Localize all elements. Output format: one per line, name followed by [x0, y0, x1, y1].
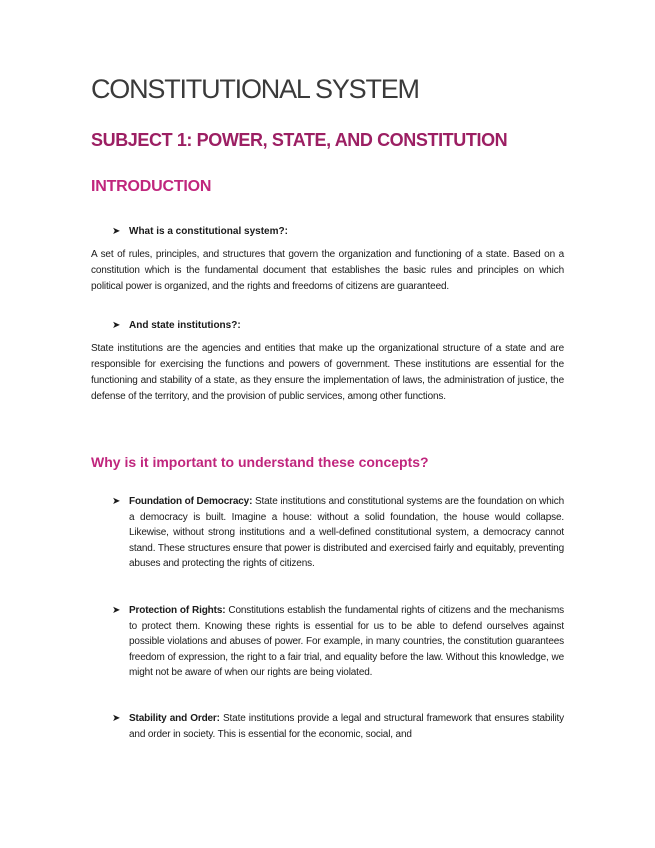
point-text: State institutions provide a legal and structural framework that ensures stability and order in society. This is essential for the economic, social, and	[129, 713, 564, 740]
arrow-bullet-icon: ➤	[112, 713, 121, 724]
question-state-institutions	[112, 320, 241, 331]
document-title: CONSTITUTIONAL SYSTEM	[91, 74, 419, 104]
arrow-bullet-icon: ➤	[112, 496, 121, 507]
answer-paragraph: State institutions are the agencies and entities that make up the organizational structure of a state and are responsible for exercising the functions and powers of government. These institutions are essential for the functioning and stability of a state, as they ensure the implementation of laws, the administration of justice, the defense of the territory, and the provision of public services, among other functions.	[91, 343, 564, 402]
arrow-bullet-icon: ➤	[112, 320, 121, 331]
point-term: Stability and Order:	[129, 713, 220, 724]
arrow-bullet-icon: ➤	[112, 605, 121, 616]
question-label: What is a constitutional system?:	[129, 226, 288, 237]
subject-heading: SUBJECT 1: POWER, STATE, AND CONSTITUTION	[91, 130, 508, 150]
point-stability-and-order	[112, 711, 564, 742]
point-term: Foundation of Democracy:	[129, 496, 253, 507]
arrow-bullet-icon: ➤	[112, 226, 121, 237]
question-constitutional-system	[112, 226, 288, 237]
question-label: And state institutions?:	[129, 320, 241, 331]
point-protection-of-rights	[112, 603, 564, 681]
subheading-why-important: Why is it important to understand these concepts?	[91, 454, 429, 470]
section-heading-introduction: INTRODUCTION	[91, 178, 212, 195]
point-term: Protection of Rights:	[129, 605, 226, 616]
point-text: Constitutions establish the fundamental rights of citizens and the mechanisms to protect them. Knowing these rights is essential for us to be able to defend ourselves against possible violations and abuses of power. For example, in many countries, the constitution guarantees freedom of expression, the right to a fair trial, and equality before the law. Without this knowledge, we might not be aware of when our rights are being violated.	[129, 605, 564, 679]
point-foundation-of-democracy	[112, 494, 564, 572]
answer-paragraph: A set of rules, principles, and structures that govern the organization and functioning of a state. Based on a constitution which is the fundamental document that establishes the basic rules and principles on which political power is organized, and the rights and freedoms of citizens are guaranteed.	[91, 249, 564, 292]
point-text: State institutions and constitutional systems are the foundation on which a democracy is built. Imagine a house: without a solid foundation, the house would collapse. Likewise, without strong institutions and a well-defined constitutional system, a democracy cannot stand. These structures ensure that power is distributed and exercised fairly and equitably, preventing abuses and protecting the rights of citizens.	[129, 496, 564, 570]
